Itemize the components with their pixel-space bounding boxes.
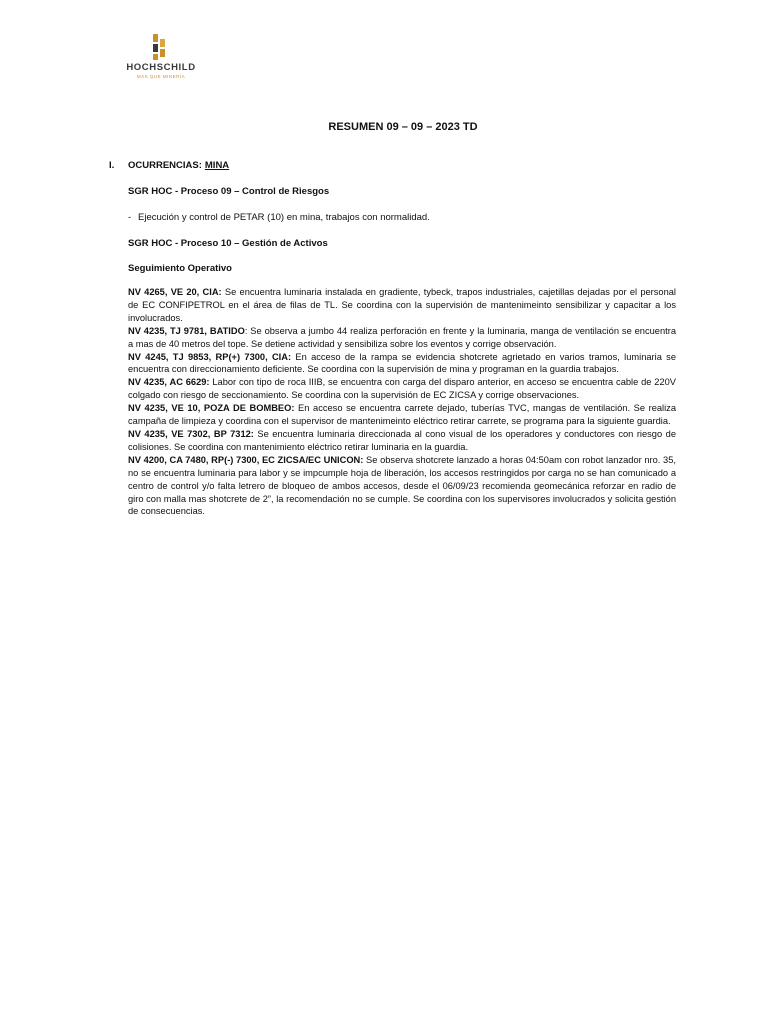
entry-label: NV 4235, VE 7302, BP 7312: (128, 428, 254, 439)
process-10-heading: SGR HOC - Proceso 10 – Gestión de Activos (128, 238, 328, 249)
entry-text: Se encuentra luminaria direccionada al cono visual de los operadores y conductores con riesgo de colisiones. Se coordina con mantenimiento eléctrico retirar luminaria en la guardia. (128, 428, 676, 452)
entry-text: En acceso se encuentra carrete dejado, tuberías TVC, mangas de ventilación. Se realiza campaña de limpieza y coordina con el supervisor de mantenimeinto eléctrico retirar carrete, se programa para la siguiente guardia. (128, 403, 676, 427)
section-heading (109, 160, 229, 171)
entry-label: NV 4245, TJ 9853, RP(+) 7300, CIA: (128, 351, 292, 362)
hochschild-logo-icon (148, 32, 174, 62)
entry-label: NV 4235, TJ 9781, BATIDO (128, 325, 245, 336)
bullet-dash: - (128, 212, 132, 223)
entry-paragraph (128, 325, 676, 351)
entries-block (128, 286, 676, 518)
entry-paragraph (128, 376, 676, 402)
logo-tagline: MÁS QUE MINERÍA (136, 74, 186, 79)
entry-text: En acceso de la rampa se evidencia shotcrete agrietado en varios tramos, luminaria se encuentra con direccionamiento deficiente. Se coordina con la supervisión de mina y programan en la guardia trabajos. (128, 351, 676, 375)
entry-text: Se encuentra luminaria instalada en gradiente, tybeck, trapos industriales, cajetillas dejadas por el personal de EC CONFIPETROL en el área de filas de TL. Se coordina con la supervisión de mantenimeinto sensibilizar y capacitar a los involucrados. (128, 287, 676, 323)
seguimiento-heading: Seguimiento Operativo (128, 263, 232, 274)
document-title: RESUMEN 09 – 09 – 2023 TD (328, 121, 478, 133)
company-logo (118, 30, 204, 98)
entry-paragraph (128, 286, 676, 325)
section-label: OCURRENCIAS: (128, 160, 202, 171)
section-underlined-word: MINA (204, 160, 230, 171)
entry-paragraph (128, 428, 676, 454)
section-number: I. (109, 160, 115, 171)
logo-wordmark: HOCHSCHILD (126, 62, 196, 73)
bullet-item (128, 212, 430, 223)
entry-label: NV 4265, VE 20, CIA: (128, 287, 222, 297)
entry-text: Labor con tipo de roca IIIB, se encuentra con carga del disparo anterior, en acceso se encuentra cable de 220V colgado con riesgo de seccionamiento. Se coordina con la supervisión de EC ZICSA y corrige observaciones. (128, 377, 676, 401)
entry-label: NV 4235, VE 10, POZA DE BOMBEO: (128, 403, 295, 414)
process-09-heading: SGR HOC - Proceso 09 – Control de Riesgos (128, 186, 330, 197)
entry-text: : Se observa a jumbo 44 realiza perforación en frente y la luminaria, manga de ventilación se encuentra a mas de 40 metros del tope. Se detiene actividad y sensibiliza sobre los eventos y corrige observación. (128, 325, 676, 349)
entry-text: Se observa shotcrete lanzado a horas 04:50am con robot lanzador nro. 35, no se encuentra luminaria para labor y se impcumple hoja de liberación, los accesos restringidos por carga no se han comunicado a centro de control y/o falta letrero de bloqueo de ambos accesos, desde el 06/09/23 recomienda geomecánica reforzar en radio de giro con malla mas shotcrete de 2”, la recomendación no se cumple. Se coordina con los supervisores involucrados y solicita gestión de consecuencias. (128, 454, 676, 517)
entry-label: NV 4200, CA 7480, RP(-) 7300, EC ZICSA/EC UNICON: (128, 454, 364, 465)
entry-paragraph (128, 351, 676, 377)
entry-paragraph (128, 454, 676, 519)
entry-paragraph (128, 402, 676, 428)
bullet-text: Ejecución y control de PETAR (10) en mina, trabajos con normalidad. (138, 212, 430, 223)
entry-label: NV 4235, AC 6629: (128, 377, 210, 388)
